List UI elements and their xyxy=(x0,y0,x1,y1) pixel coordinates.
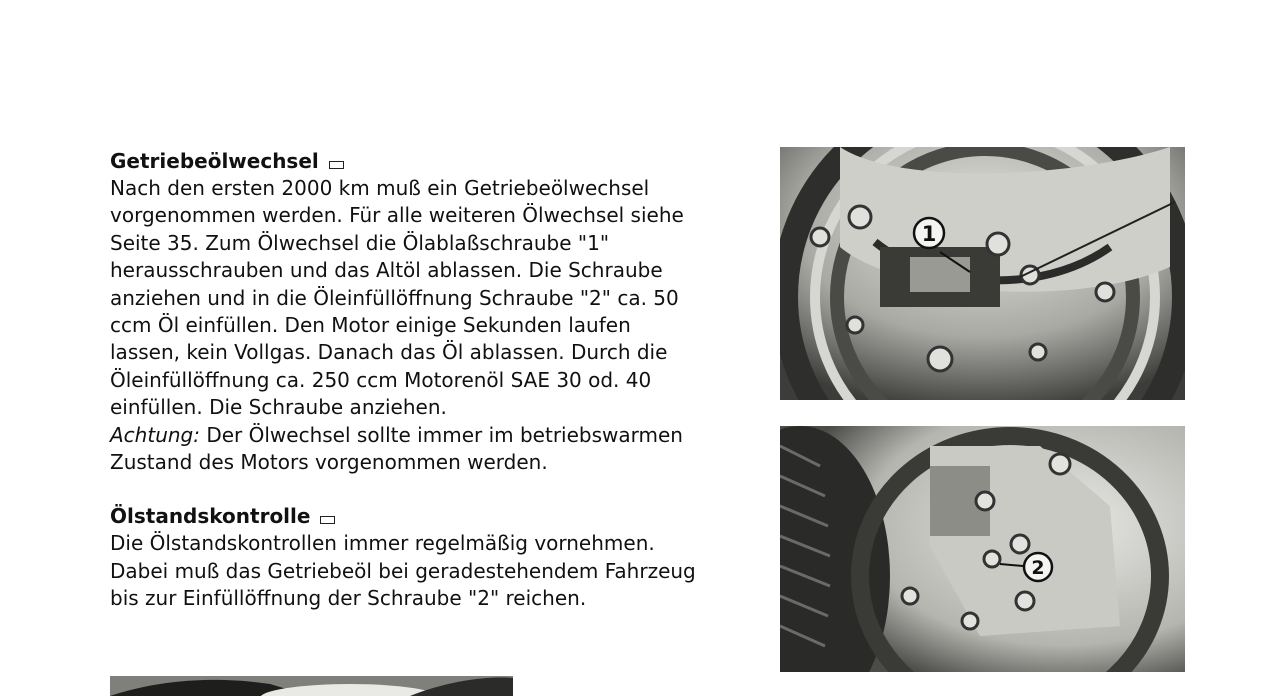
oil-level-paragraph xyxy=(110,530,775,612)
box-icon xyxy=(320,516,335,524)
paragraph-line: ccm Öl einfüllen. Den Motor einige Sekunden laufen xyxy=(110,313,631,338)
paragraph-line: Nach den ersten 2000 km muß ein Getriebeölwechsel xyxy=(110,176,650,200)
paragraph-line: herausschrauben und das Altöl ablassen. Die Schraube xyxy=(110,258,663,283)
note-label: Achtung: xyxy=(110,422,200,447)
photo-partial-bottom xyxy=(110,676,513,696)
paragraph-line: Die Ölstandskontrollen immer regelmäßig vornehmen. xyxy=(110,531,655,556)
photo2-label: 2 xyxy=(1031,557,1045,579)
paragraph-line: anziehen und in die Öleinfüllöffnung Schraube "2" ca. 50 xyxy=(110,285,679,310)
note-line: Zustand des Motors vorgenommen werden. xyxy=(110,450,548,475)
paragraph-line: einfüllen. Die Schraube anziehen. xyxy=(110,395,447,420)
paragraph-line: bis zur Einfüllöffnung der Schraube "2" reichen. xyxy=(110,586,587,611)
oil-change-paragraph xyxy=(110,175,775,476)
text-column xyxy=(110,148,775,613)
paragraph-line: Seite 35. Zum Ölwechsel die Ölablaßschraube "1" xyxy=(110,230,610,255)
photo-drain-screw-drawing xyxy=(780,147,1185,400)
section-title-text: Ölstandskontrolle xyxy=(110,504,311,529)
photo-drain-screw xyxy=(780,147,1185,400)
photo-filler-screw xyxy=(780,426,1185,672)
paragraph-line: vorgenommen werden. Für alle weiteren Ölwechsel siehe xyxy=(110,203,684,228)
section-title-oil-change xyxy=(110,148,775,175)
photo1-label: 1 xyxy=(921,222,937,246)
paragraph-line: lassen, kein Vollgas. Danach das Öl ablassen. Durch die xyxy=(110,340,668,365)
box-icon xyxy=(329,161,344,169)
note-text: Der Ölwechsel sollte immer im betriebswarmen xyxy=(199,422,683,447)
photo-filler-screw-drawing xyxy=(780,426,1185,672)
section-title-text: Getriebeölwechsel xyxy=(110,149,319,173)
paragraph-line: Dabei muß das Getriebeöl bei geradestehendem Fahrzeug xyxy=(110,558,696,583)
paragraph-line: Öleinfüllöffnung ca. 250 ccm Motorenöl SAE 30 od. 40 xyxy=(110,367,652,392)
photo-partial-drawing xyxy=(110,676,513,696)
section-title-oil-level xyxy=(110,503,775,530)
note-line xyxy=(110,422,775,449)
